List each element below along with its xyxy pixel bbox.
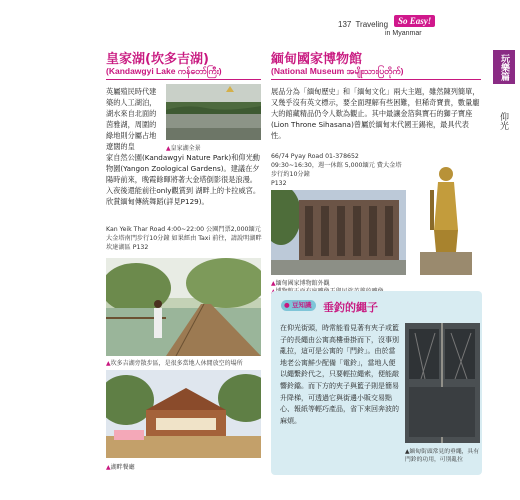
boardwalk-caption: ▲坎多吉湖旁散步區，是很多當地人休閒放空的場所 bbox=[106, 360, 243, 367]
museum-subtitle: (National Museum အမျိုးသားပြတိုက်) bbox=[271, 66, 404, 76]
kandawgyi-rule bbox=[106, 79, 261, 80]
page-number: 137 bbox=[338, 20, 352, 29]
caption-marker-icon: ▲ bbox=[106, 464, 111, 471]
rope-image bbox=[405, 323, 480, 443]
caption-marker-icon: ▲ bbox=[106, 360, 111, 367]
info-line: 坎達湖區 P132 bbox=[106, 244, 149, 251]
museum-building-photo bbox=[271, 190, 406, 275]
kandawgyi-text-column: 英屬殖民時代建築的人工湖泊，湖水來自北面的茵雅湖，周圍的綠地則分屬占地遼闊的皇 bbox=[106, 87, 157, 151]
boardwalk-image bbox=[106, 258, 261, 356]
trivia-text: 在仰光街頭，時常能看見著有夾子或籃子的長繩由公寓高樓垂掛而下，沒事別亂拉，這可是公寓的「門鈴」。由於當地老公寓鮮少配備「電鈴」，當地人便以繩繫鈴代之，只要輕拉繩索，便能敲響鈴鐺。而下方的夾子與籃子則是簡易升降梯，可透過它與街邊小販交易點心、報紙等輕巧產品，省下來回奔波的麻煩。 bbox=[280, 324, 399, 425]
statue-photo bbox=[408, 160, 482, 275]
kandawgyi-subtitle: (Kandawgyi Lake ကန်တော်ကြီး) bbox=[106, 66, 222, 76]
boardwalk-photo bbox=[106, 258, 261, 356]
info-line: 66/74 Pyay Road 01-378652 09:30~16:30，週一休館 5,000緬元 費大金塔步行約10分鐘 bbox=[271, 153, 402, 178]
museum-rule bbox=[271, 79, 481, 80]
museum-caption-1: ▲緬甸國家博物館外觀 bbox=[271, 280, 330, 287]
city-label: 仰光 bbox=[498, 112, 508, 130]
rope-photo bbox=[405, 323, 480, 443]
caption-marker-icon: ▲ bbox=[271, 280, 276, 287]
museum-image bbox=[271, 190, 406, 275]
page-header bbox=[338, 20, 388, 29]
info-line: Kan Yeik Thar Road 4:00~22:00 公園門票2,000緬元 bbox=[106, 226, 261, 233]
museum-title: 緬甸國家博物館 bbox=[271, 52, 363, 67]
so-easy-badge: So Easy! bbox=[394, 15, 435, 27]
header-brand: Traveling bbox=[355, 20, 389, 29]
info-line: 大金塔南門步行10分鐘 如果經由 Taxi 前往，請說明湖畔 bbox=[106, 235, 262, 242]
kandawgyi-info bbox=[106, 225, 264, 252]
kandawgyi-lake-photo bbox=[166, 84, 261, 140]
kandawgyi-text: 家自然公園(Kandawgyi Nature Park)和仰光動物園(Yangon Zoological Gardens)。建議在夕陽時前來，晚霞餘暉將著大金塔倒影很是浪漫。入夜後還能前往only觀賞到 湖畔上的卡拉威宮。欣賞緬甸傳統舞蹈(詳見P129)。 bbox=[106, 153, 261, 206]
kandawgyi-photo-caption: ▲皇家湖全景 bbox=[166, 145, 201, 152]
trivia-title: 垂釣的繩子 bbox=[323, 301, 378, 314]
kandawgyi-title: 皇家湖(坎多吉湖) bbox=[106, 52, 209, 67]
caption-marker-icon: ▲ bbox=[166, 145, 171, 152]
lightbulb-icon: ● bbox=[284, 301, 290, 309]
rope-photo-caption: ▲緬甸街頭常見的垂繩，具有門鈴的功用，可別亂拉 bbox=[405, 449, 480, 463]
museum-info bbox=[271, 152, 406, 188]
restaurant-photo bbox=[106, 370, 261, 458]
museum-text: 展品分為「緬甸歷史」和「緬甸文化」兩大主題，雖然陳列簡單，又幾乎沒有英文標示，要全面理解有些困難，但稀奇寶貴，數量龐大的館藏精品仍令人歎為觀止。其中最讓金箔與寶石的獅子寶座(Lion Throne Sihasana)曾屬於緬甸末代國王錫袍，最具代表性。 bbox=[271, 87, 480, 140]
statue-image bbox=[408, 160, 482, 275]
trivia-badge: ● 豆知識 bbox=[281, 300, 316, 311]
section-tab: 玩樂篇 bbox=[493, 50, 515, 84]
info-line: P132 bbox=[271, 180, 287, 187]
lake-image bbox=[166, 84, 261, 140]
header-subtitle: in Myanmar bbox=[385, 30, 422, 37]
restaurant-image bbox=[106, 370, 261, 458]
restaurant-caption: ▲湖畔餐廳 bbox=[106, 464, 135, 471]
